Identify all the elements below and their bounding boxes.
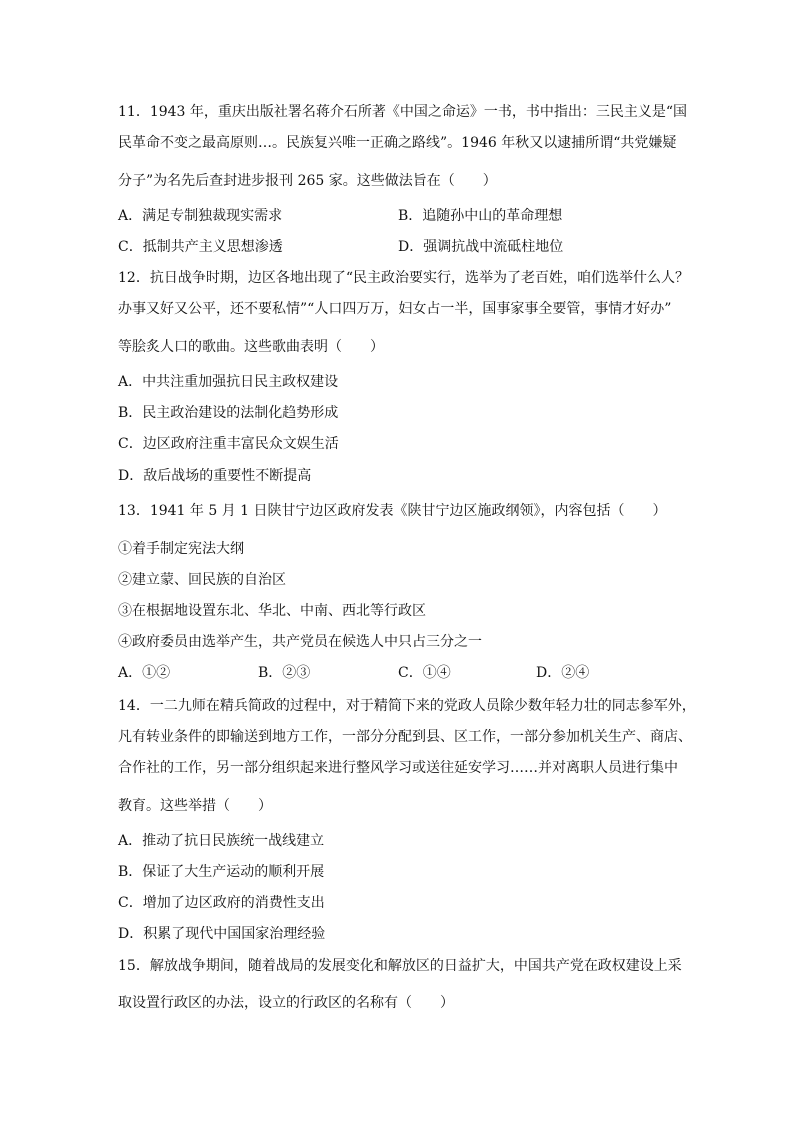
q14-option-b[interactable]: B．保证了大生产运动的顺利开展 <box>118 864 325 880</box>
q12-stem-line1: 12．抗日战争时期，边区各地出现了“民主政治要实行，选举为了老百姓，咱们选举什么人？ <box>118 270 689 286</box>
q13-item-4: ④政府委员由选举产生，共产党员在候选人中只占三分之一 <box>118 634 482 650</box>
q14-option-d[interactable]: D．积累了现代中国国家治理经验 <box>118 926 326 942</box>
q12-option-c[interactable]: C．边区政府注重丰富民众文娱生活 <box>118 436 339 452</box>
q15-stem-line1: 15．解放战争期间，随着战局的发展变化和解放区的日益扩大，中国共产党在政权建设上采 <box>118 958 682 974</box>
q11-option-d[interactable]: D．强调抗战中流砥柱地位 <box>398 239 564 255</box>
q11-option-b[interactable]: B．追随孙中山的革命理想 <box>398 208 563 224</box>
q14-stem-line3: 合作社的工作，另一部分组织起来进行整风学习或送往延安学习……并对离职人员进行集中 <box>118 760 678 776</box>
q13-option-c[interactable]: C．①④ <box>398 665 451 681</box>
q14-stem-line1: 14．一二九师在精兵简政的过程中，对于精简下来的党政人员除少数年轻力壮的同志参军外， <box>118 698 696 714</box>
q12-stem-line2: 办事又好又公平，还不要私情”“人口四万万，妇女占一半，国事家事全要管，事情才好办” <box>118 301 672 317</box>
q11-options-row1 <box>118 206 678 226</box>
q12-option-a[interactable]: A．中共注重加强抗日民主政权建设 <box>118 374 339 390</box>
q13-item-2: ②建立蒙、回民族的自治区 <box>118 572 286 588</box>
q15-stem-line2: 取设置行政区的办法，设立的行政区的名称有（ ） <box>118 995 454 1011</box>
q11-options-row2 <box>118 237 678 257</box>
q12-option-b[interactable]: B．民主政治建设的法制化趋势形成 <box>118 405 339 421</box>
q11-stem-line2: 民革命不变之最高原则…。民族复兴唯一正确之路线”。1946 年秋又以逮捕所谓“共党嫌疑 <box>118 135 677 151</box>
q11-stem-line1: 11．1943 年，重庆出版社署名蒋介石所著《中国之命运》一书，书中指出：三民主义是“国 <box>118 104 688 120</box>
q13-stem-line1: 13．1941 年 5 月 1 日陕甘宁边区政府发表《陕甘宁边区施政纲领》，内容包括（ ） <box>118 503 667 519</box>
q13-option-a[interactable]: A．①② <box>118 665 171 681</box>
q14-option-c[interactable]: C．增加了边区政府的消费性支出 <box>118 895 325 911</box>
q13-option-b[interactable]: B．②③ <box>258 665 311 681</box>
q13-options-row <box>118 663 678 683</box>
q13-item-1: ①着手制定宪法大纲 <box>118 541 244 557</box>
q11-stem-line3: 分子”为名先后查封进步报刊 265 家。这些做法旨在（ ） <box>118 173 497 189</box>
q14-option-a[interactable]: A．推动了抗日民族统一战线建立 <box>118 833 325 849</box>
q13-option-d[interactable]: D．②④ <box>536 665 590 681</box>
q12-stem-line3: 等脍炙人口的歌曲。这些歌曲表明（ ） <box>118 339 384 355</box>
q13-item-3: ③在根据地设置东北、华北、中南、西北等行政区 <box>118 603 426 619</box>
q11-option-c[interactable]: C．抵制共产主义思想渗透 <box>118 239 283 255</box>
q14-stem-line4: 教育。这些举措（ ） <box>118 798 272 814</box>
q14-stem-line2: 凡有转业条件的即输送到地方工作，一部分分配到县、区工作，一部分参加机关生产、商店、 <box>118 729 692 745</box>
q12-option-d[interactable]: D．敌后战场的重要性不断提高 <box>118 468 312 484</box>
q11-option-a[interactable]: A．满足专制独裁现实需求 <box>118 208 283 224</box>
